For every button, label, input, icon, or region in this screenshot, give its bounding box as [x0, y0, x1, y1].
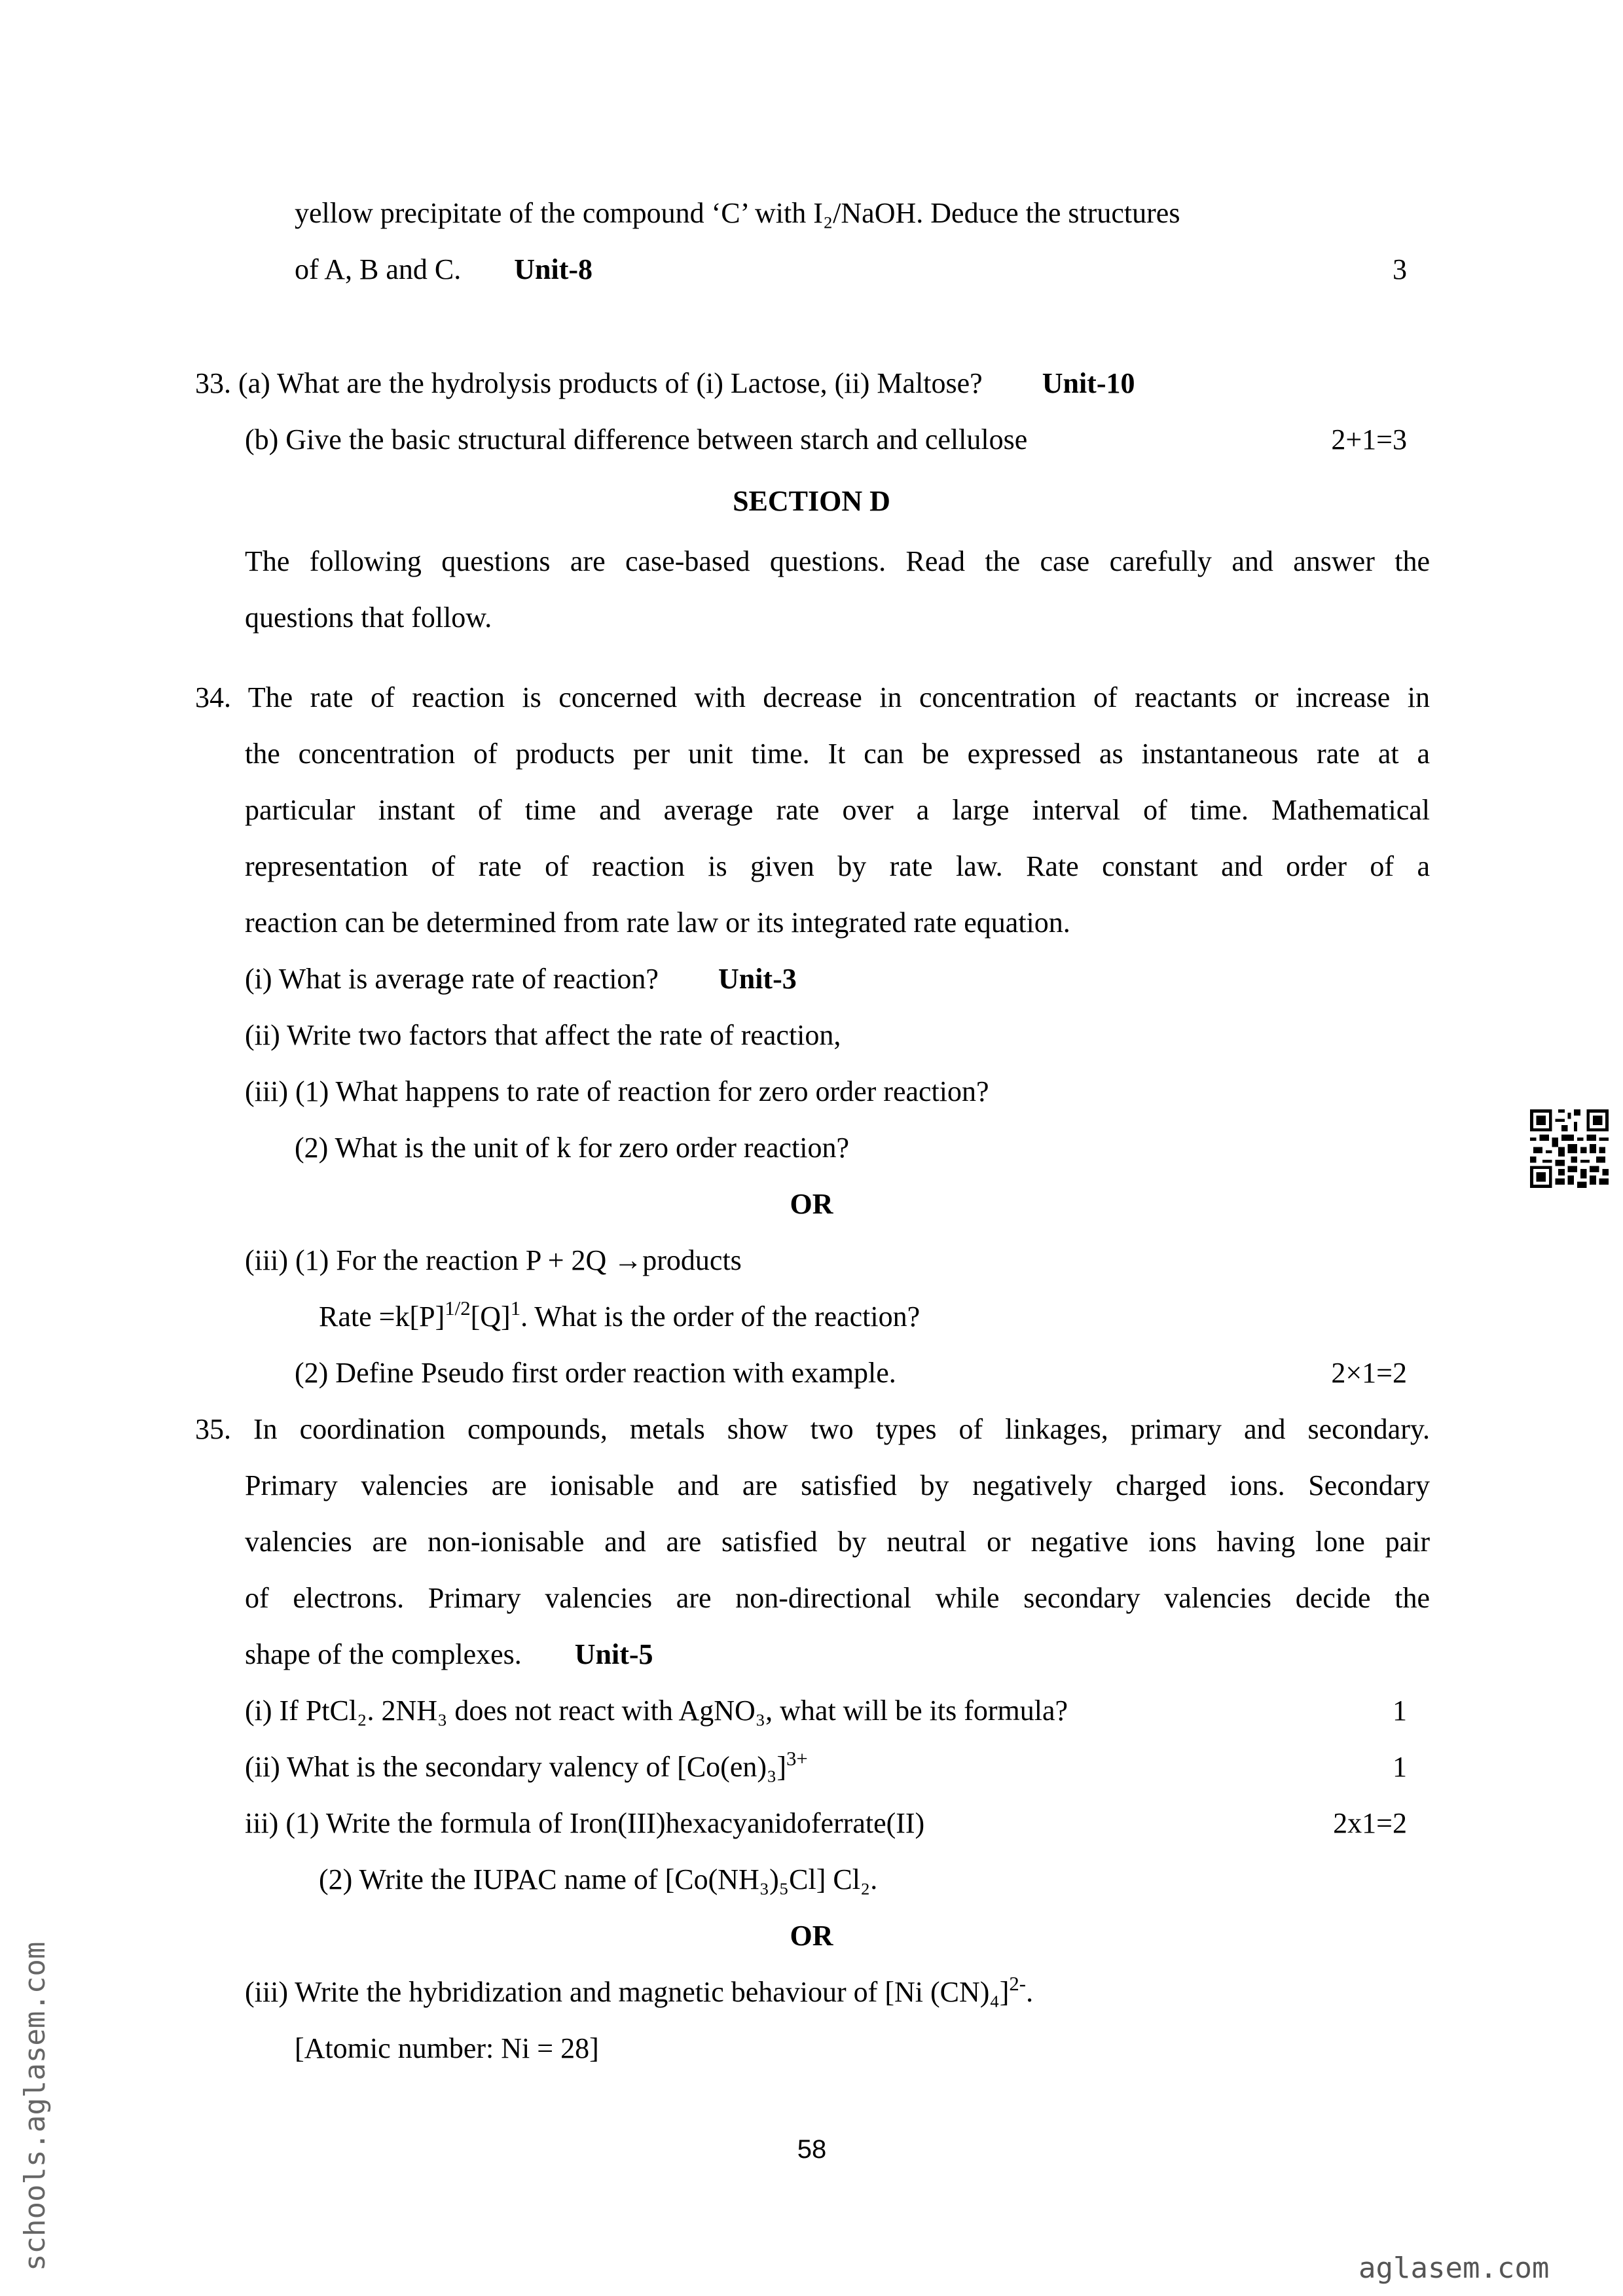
- q35-atomic-number: [Atomic number: Ni = 28]: [295, 2032, 599, 2064]
- q34-alt-2: (2) Define Pseudo first order reaction with example.: [295, 1357, 896, 1389]
- side-watermark: schools.aglasem.com: [18, 1941, 52, 2271]
- q34-para-3: particular instant of time and average rate over a large interval of time. Mathematical: [245, 794, 1430, 826]
- q35-ii-text: (ii) What is the secondary valency of [Co(en)₃]: [245, 1751, 786, 1783]
- q32-line-2: [295, 253, 593, 287]
- q33-line-a-text: 33. (a) What are the hydrolysis products of (i) Lactose, (ii) Maltose?: [195, 367, 983, 399]
- q34-alt-1: (iii) (1) For the reaction P + 2Q →products: [245, 1244, 742, 1276]
- q32-line-2-text: of A, B and C.: [295, 253, 462, 285]
- q32-marks: 3: [1393, 253, 1407, 285]
- page-number: 58: [797, 2135, 827, 2164]
- q35-alt-text: (iii) Write the hybridization and magnetic behaviour of [Ni (CN)₄]: [245, 1976, 1010, 2008]
- q35-iii-1: iii) (1) Write the formula of Iron(III)hexacyanidoferrate(II): [245, 1807, 925, 1839]
- q35-para-4: of electrons. Primary valencies are non-directional while secondary valencies decide the: [245, 1582, 1430, 1614]
- q34-or: OR: [790, 1188, 833, 1220]
- q34-marks: 2×1=2: [1331, 1357, 1407, 1389]
- q34-para-1: 34. The rate of reaction is concerned with decrease in concentration of reactants or increase in: [195, 681, 1430, 713]
- q35-ii-sup: 3+: [786, 1748, 808, 1770]
- q33-line-b: (b) Give the basic structural difference between starch and cellulose: [245, 423, 1028, 456]
- q34-unit: Unit-3: [718, 963, 797, 995]
- q34-ii: (ii) Write two factors that affect the rate of reaction,: [245, 1019, 841, 1051]
- q34-rate-sup-1: 1/2: [445, 1297, 471, 1320]
- section-d-intro-1: The following questions are case-based questions. Read the case carefully and answer the: [245, 545, 1430, 577]
- q35-iii-2: (2) Write the IUPAC name of [Co(NH₃)₅Cl] Cl₂.: [319, 1863, 878, 1895]
- q34-para-5: reaction can be determined from rate law or its integrated rate equation.: [245, 906, 1070, 939]
- q35-ii: [245, 1750, 808, 1785]
- q35-para-3: valencies are non-ionisable and are satisfied by neutral or negative ions having lone pair: [245, 1526, 1430, 1558]
- q35-alt: [245, 1975, 1033, 2010]
- q34-iii-2: (2) What is the unit of k for zero order reaction?: [295, 1132, 850, 1164]
- q34-i: [245, 962, 797, 997]
- q35-para-5: [245, 1638, 653, 1672]
- q35-para-2: Primary valencies are ionisable and are satisfied by negatively charged ions. Secondary: [245, 1469, 1430, 1501]
- q34-iii-1: (iii) (1) What happens to rate of reaction for zero order reaction?: [245, 1075, 989, 1107]
- q34-i-text: (i) What is average rate of reaction?: [245, 963, 659, 995]
- q35-ii-marks: 1: [1393, 1751, 1407, 1783]
- q33-marks: 2+1=3: [1331, 423, 1407, 456]
- q34-rate-pre: Rate =k[P]: [319, 1300, 445, 1333]
- q34-rate-post: . What is the order of the reaction?: [520, 1300, 921, 1333]
- q34-rate-law: [319, 1297, 921, 1335]
- q35-i-marks: 1: [1393, 1695, 1407, 1727]
- q33-line-a: [195, 367, 1135, 401]
- q32-line-1: yellow precipitate of the compound ‘C’ with I₂/NaOH. Deduce the structures: [295, 197, 1180, 229]
- section-d-intro-2: questions that follow.: [245, 601, 492, 634]
- q35-alt-post: .: [1026, 1976, 1034, 2008]
- q34-rate-sup-2: 1: [510, 1297, 521, 1320]
- q35-unit: Unit-5: [574, 1638, 653, 1670]
- section-d-heading: SECTION D: [733, 485, 890, 517]
- corner-watermark: aglasem.com: [1359, 2251, 1550, 2285]
- q35-iii-marks: 2x1=2: [1333, 1807, 1407, 1839]
- q33-unit: Unit-10: [1042, 367, 1135, 399]
- q35-para-1: 35. In coordination compounds, metals show two types of linkages, primary and secondary.: [195, 1413, 1430, 1445]
- q35-para-5-text: shape of the complexes.: [245, 1638, 522, 1670]
- q34-para-2: the concentration of products per unit time. It can be expressed as instantaneous rate at a: [245, 738, 1430, 770]
- q34-rate-mid: [Q]: [470, 1300, 511, 1333]
- qr-code-icon: [1530, 1109, 1609, 1188]
- q35-i: (i) If PtCl₂. 2NH₃ does not react with AgNO₃, what will be its formula?: [245, 1695, 1068, 1727]
- q35-or: OR: [790, 1920, 833, 1952]
- q32-unit: Unit-8: [514, 253, 593, 285]
- q35-alt-sup: 2-: [1009, 1973, 1027, 1996]
- q34-para-4: representation of rate of reaction is given by rate law. Rate constant and order of a: [245, 850, 1430, 882]
